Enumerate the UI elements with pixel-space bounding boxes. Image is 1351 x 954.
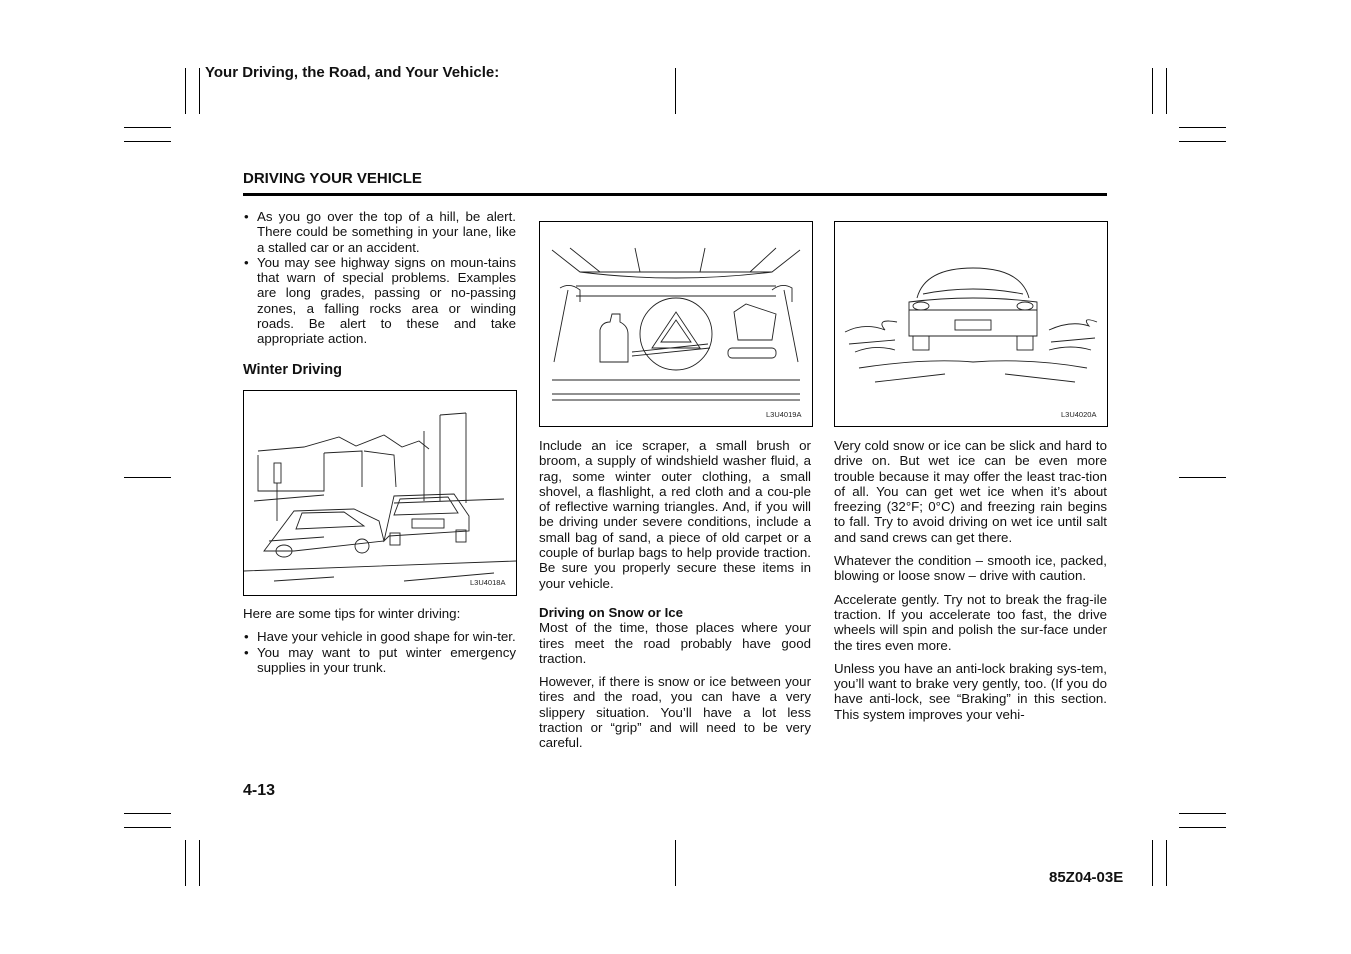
section-title: DRIVING YOUR VEHICLE xyxy=(243,170,422,187)
paragraph: Very cold snow or ice can be slick and hard to drive on. But wet ice can be even more trouble because it may offer the least trac-tion of all. You can get wet ice when it’s about freezing (32°F; 0°C) and freezing rain begins to fall. Try to avoid driving on wet ice until salt and sand crews can get there. xyxy=(834,438,1107,545)
crop-mark xyxy=(124,813,171,814)
paragraph: Whatever the condition – smooth ice, packed, blowing or loose snow – drive with caution. xyxy=(834,553,1107,584)
crop-mark xyxy=(1179,127,1226,128)
header-rule xyxy=(243,193,1107,196)
crop-mark xyxy=(124,477,171,478)
crop-mark xyxy=(124,141,171,142)
list-item: • As you go over the top of a hill, be alert. There could be something in your lane, like a stalled car or an accident. xyxy=(243,209,516,255)
crop-mark xyxy=(675,68,676,114)
paragraph: Accelerate gently. Try not to break the frag-ile traction. If you accelerate too fast, the drive wheels will spin and polish the sur-face under the tires even more. xyxy=(834,591,1107,653)
paragraph: However, if there is snow or ice between your tires and the road, you can have a very slippery situation. You’ll have a lot less traction or “grip” and will need to be very careful. xyxy=(539,674,811,751)
crop-mark xyxy=(124,827,171,828)
trunk-supplies-illustration xyxy=(540,222,812,426)
column-3 xyxy=(834,438,1107,730)
winter-tips-intro: Here are some tips for winter driving: xyxy=(243,606,461,621)
snow-ice-subheading: Driving on Snow or Ice xyxy=(539,604,684,620)
page-number: 4-13 xyxy=(243,782,276,799)
bullet-list-top xyxy=(243,209,516,347)
list-item: • You may see highway signs on moun-tains that warn of special problems. Examples are long grades, passing or no-passing zones, a falling rocks area or winding roads. Be alert to these and take appropriate action. xyxy=(243,255,516,347)
wet-ice-figure xyxy=(834,221,1108,427)
crop-mark xyxy=(675,840,676,886)
figure-code: L3U4020A xyxy=(1061,410,1097,419)
crop-mark xyxy=(199,68,200,114)
running-title: Your Driving, the Road, and Your Vehicle: xyxy=(205,64,500,81)
list-item: • Have your vehicle in good shape for win-ter. xyxy=(243,629,516,644)
trunk-supplies-figure xyxy=(539,221,813,427)
crop-mark xyxy=(1152,68,1153,114)
crop-mark xyxy=(185,840,186,886)
crop-mark xyxy=(1166,840,1167,886)
crop-mark xyxy=(1179,813,1226,814)
paragraph: Unless you have an anti-lock braking sys-tem, you’ll want to brake very gently, too. (If you do have anti-lock, see “Braking” in this section. This system improves your vehi- xyxy=(834,660,1107,722)
crop-mark xyxy=(124,127,171,128)
column-1-lower xyxy=(243,606,516,675)
document-code: 85Z04-03E xyxy=(1049,869,1124,886)
crop-mark xyxy=(1179,477,1226,478)
winter-road-figure xyxy=(243,390,517,596)
car-on-wet-ice-illustration xyxy=(835,222,1107,426)
crop-mark xyxy=(1179,141,1226,142)
list-item: • You may want to put winter emergency supplies in your trunk. xyxy=(243,645,516,676)
figure-code: L3U4018A xyxy=(470,578,506,587)
crop-mark xyxy=(1166,68,1167,114)
paragraph: Include an ice scraper, a small brush or broom, a supply of windshield washer fluid, a rag, some winter outer clothing, a small shovel, a flashlight, a red cloth and a cou-ple of reflective warning triangles. And, if you will be driving under severe conditions, include a small bag of sand, a piece of old carpet or a couple of burlap bags to help provide traction. Be sure you properly secure these items in your vehicle. xyxy=(539,438,811,591)
column-2 xyxy=(539,438,811,759)
crop-mark xyxy=(199,840,200,886)
crop-mark xyxy=(1152,840,1153,886)
column-1 xyxy=(243,209,516,347)
bullet-list-bottom xyxy=(243,629,516,675)
winter-driving-heading: Winter Driving xyxy=(243,362,342,378)
figure-code: L3U4019A xyxy=(766,410,802,419)
winter-road-illustration xyxy=(244,391,516,595)
crop-mark xyxy=(185,68,186,114)
paragraph: Most of the time, those places where your tires meet the road probably have good traction. xyxy=(539,620,811,666)
crop-mark xyxy=(1179,827,1226,828)
